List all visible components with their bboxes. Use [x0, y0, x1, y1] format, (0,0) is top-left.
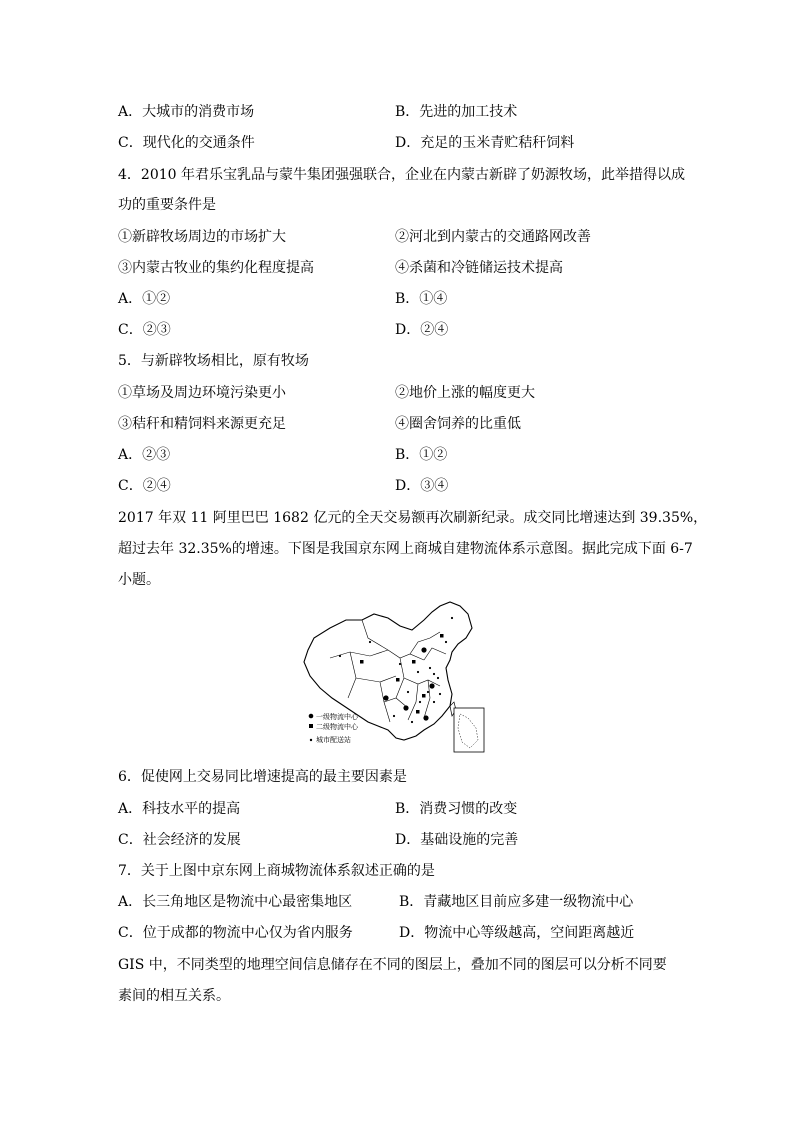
q5-option-b: B．①② — [395, 447, 448, 463]
q7-option-a: A．长三角地区是物流中心最密集地区 — [118, 894, 353, 910]
q3-option-c: C．现代化的交通条件 — [118, 135, 255, 151]
passage-line2: 超过去年 32.35%的增速。下图是我国京东网上商城自建物流体系示意图。据此完成下面 6-7 — [118, 541, 693, 557]
map-legend — [309, 712, 359, 744]
gis-line2: 素间的相互关系。 — [118, 988, 230, 1004]
q4-item-2: ②河北到内蒙古的交通路网改善 — [395, 229, 591, 245]
q4-item-1: ①新辟牧场周边的市场扩大 — [118, 229, 286, 245]
q5-option-d: D．③④ — [395, 478, 449, 494]
legend-delivery-station: 城市配送站 — [316, 736, 351, 744]
q5-item-2: ②地价上涨的幅度更大 — [395, 385, 535, 401]
q6-option-d: D．基础设施的完善 — [395, 832, 519, 848]
gis-line1: GIS 中，不同类型的地理空间信息储存在不同的图层上，叠加不同的图层可以分析不同要 — [118, 957, 667, 973]
q4-option-a: A．①② — [118, 291, 171, 307]
logistics-markers — [339, 617, 453, 723]
q7-option-b: B．青藏地区目前应多建一级物流中心 — [399, 894, 634, 910]
china-map-graphic — [300, 598, 486, 754]
q7-stem: 7．关于上图中京东网上商城物流体系叙述正确的是 — [118, 863, 435, 879]
passage-line1: 2017 年双 11 阿里巴巴 1682 亿元的全天交易额再次刷新纪录。成交同比增速达到 39.35%， — [118, 510, 708, 526]
legend-tier2: 二级物流中心 — [316, 723, 358, 731]
q4-item-4: ④杀菌和冷链储运技术提高 — [395, 260, 563, 276]
q4-option-d: D．②④ — [395, 322, 449, 338]
q6-option-b: B．消费习惯的改变 — [395, 801, 518, 817]
logistics-map-figure — [300, 598, 486, 754]
q5-item-3: ③秸秆和精饲料来源更充足 — [118, 416, 286, 432]
passage-line3: 小题。 — [118, 572, 160, 588]
q5-item-1: ①草场及周边环境污染更小 — [118, 385, 286, 401]
q5-option-c: C．②④ — [118, 478, 171, 494]
province-boundaries — [330, 620, 446, 722]
q5-option-a: A．②③ — [118, 447, 171, 463]
legend-tier1: 一级物流中心 — [316, 713, 358, 721]
q3-option-d: D．充足的玉米青贮秸秆饲料 — [395, 135, 575, 151]
q4-stem-line1: 4．2010 年君乐宝乳品与蒙牛集团强强联合，企业在内蒙古新辟了奶源牧场，此举措得以成 — [118, 167, 685, 183]
q5-stem: 5．与新辟牧场相比，原有牧场 — [118, 353, 309, 369]
q6-option-c: C．社会经济的发展 — [118, 832, 241, 848]
q6-stem: 6．促使网上交易同比增速提高的最主要因素是 — [118, 769, 407, 785]
q4-option-b: B．①④ — [395, 291, 448, 307]
q5-item-4: ④圈舍饲养的比重低 — [395, 416, 521, 432]
q7-option-d: D．物流中心等级越高，空间距离越近 — [399, 925, 635, 941]
q4-option-c: C．②③ — [118, 322, 171, 338]
q4-item-3: ③内蒙古牧业的集约化程度提高 — [118, 260, 314, 276]
q4-stem-line2: 功的重要条件是 — [118, 197, 216, 213]
q7-option-c: C．位于成都的物流中心仅为省内服务 — [118, 925, 353, 941]
south-china-sea-inset — [454, 708, 484, 752]
q3-option-a: A．大城市的消费市场 — [118, 104, 255, 120]
q6-option-a: A．科技水平的提高 — [118, 801, 241, 817]
q3-option-b: B．先进的加工技术 — [395, 104, 518, 120]
